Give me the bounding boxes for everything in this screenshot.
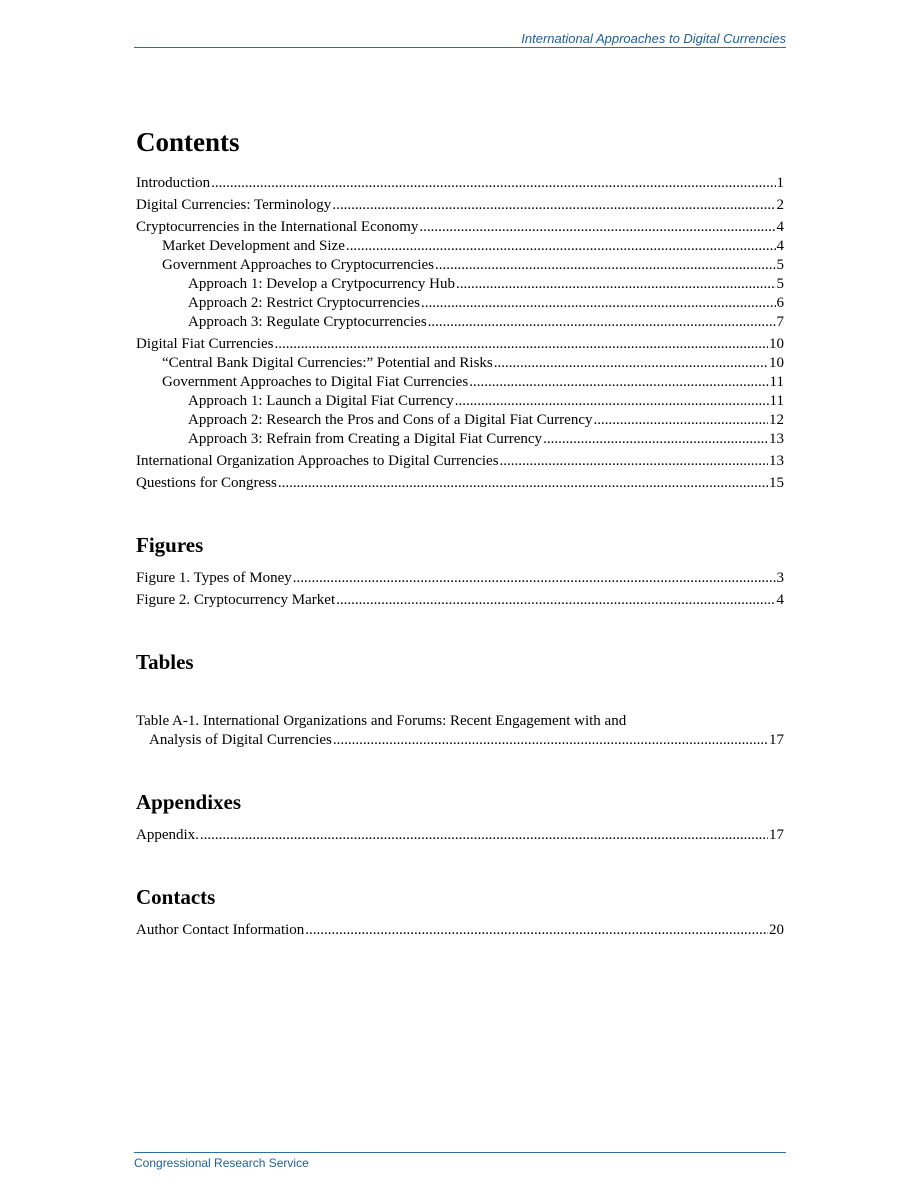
dot-leader xyxy=(346,237,776,256)
toc-entry-title: Figure 2. Cryptocurrency Market xyxy=(136,592,336,608)
toc-entry-page: 11 xyxy=(769,393,784,409)
toc-entry[interactable] xyxy=(136,474,784,493)
toc-entry-page: 3 xyxy=(776,570,784,586)
toc-entry-title: Digital Fiat Currencies xyxy=(136,336,274,352)
toc-entry-title: Digital Currencies: Terminology xyxy=(136,197,332,213)
toc-entry[interactable] xyxy=(136,373,784,392)
toc-entry[interactable] xyxy=(136,313,784,332)
toc-entry[interactable] xyxy=(136,294,784,313)
toc-entry-page: 5 xyxy=(776,257,784,273)
toc-entry-page: 17 xyxy=(769,827,784,843)
toc-entry[interactable] xyxy=(136,275,784,294)
toc-entry-page: 13 xyxy=(769,453,784,469)
dot-leader xyxy=(200,826,768,845)
toc-entry-title: Approach 3: Refrain from Creating a Digital Fiat Currency xyxy=(188,431,543,447)
dot-leader xyxy=(274,335,768,354)
toc-entry-title-line2: Analysis of Digital Currencies xyxy=(149,732,332,748)
dot-leader xyxy=(421,294,775,313)
dot-leader xyxy=(419,218,775,237)
dot-leader xyxy=(211,174,775,193)
dot-leader xyxy=(594,411,769,430)
toc-entry-page: 15 xyxy=(769,475,784,491)
dot-leader xyxy=(494,354,768,373)
toc-entry-title: Approach 1: Develop a Crytpocurrency Hub xyxy=(188,276,455,292)
toc-entry[interactable] xyxy=(136,237,784,256)
toc-entry[interactable] xyxy=(136,411,784,430)
contacts-list xyxy=(136,921,784,940)
toc-entry[interactable] xyxy=(136,174,784,193)
dot-leader xyxy=(455,392,769,411)
running-header xyxy=(134,31,786,48)
toc-entry-title: International Organization Approaches to Digital Currencies xyxy=(136,453,499,469)
toc-entry-title: Questions for Congress xyxy=(136,475,277,491)
toc-entry-page: 5 xyxy=(776,276,784,292)
toc-entry[interactable] xyxy=(136,452,784,471)
toc-entry-page: 7 xyxy=(776,314,784,330)
dot-leader xyxy=(456,275,776,294)
toc-entry-page: 10 xyxy=(769,336,784,352)
toc-entry[interactable] xyxy=(136,335,784,354)
contacts-heading: Contacts xyxy=(136,885,216,909)
dot-leader xyxy=(435,256,776,275)
toc-entry[interactable] xyxy=(136,256,784,275)
toc-entry-page: 2 xyxy=(776,197,784,213)
toc-entry-title: Appendix. xyxy=(136,827,199,843)
toc-entry[interactable] xyxy=(136,430,784,449)
dot-leader xyxy=(332,196,775,215)
contents-heading: Contents xyxy=(136,127,240,157)
toc-entry-page: 12 xyxy=(769,412,784,428)
dot-leader xyxy=(305,921,768,940)
figures-heading: Figures xyxy=(136,533,204,557)
toc-entry[interactable] xyxy=(136,354,784,373)
contents-list xyxy=(136,174,784,493)
tables-heading: Tables xyxy=(136,650,194,674)
toc-entry-page: 13 xyxy=(769,431,784,447)
toc-entry[interactable] xyxy=(136,392,784,411)
toc-entry-title-line1: Table A-1. International Organizations and Forums: Recent Engagement with and xyxy=(136,713,627,729)
toc-entry-page: 11 xyxy=(769,374,784,390)
header-title: International Approaches to Digital Currencies xyxy=(521,31,786,46)
toc-entry-page: 1 xyxy=(776,175,784,191)
toc-entry[interactable] xyxy=(136,196,784,215)
toc-entry-title: “Central Bank Digital Currencies:” Potential and Risks xyxy=(162,355,493,371)
dot-leader xyxy=(278,474,768,493)
dot-leader xyxy=(543,430,768,449)
toc-entry-title: Figure 1. Types of Money xyxy=(136,570,292,586)
appendixes-list xyxy=(136,826,784,845)
dot-leader xyxy=(469,373,768,392)
dot-leader xyxy=(293,569,776,588)
toc-entry-title: Market Development and Size xyxy=(162,238,345,254)
toc-entry[interactable] xyxy=(136,826,784,845)
dot-leader xyxy=(500,452,768,471)
appendixes-heading: Appendixes xyxy=(136,790,242,814)
toc-entry-page: 17 xyxy=(769,732,784,748)
dot-leader xyxy=(333,731,768,750)
toc-entry[interactable] xyxy=(136,569,784,588)
toc-entry-page: 6 xyxy=(776,295,784,311)
toc-entry[interactable] xyxy=(136,591,784,610)
toc-entry[interactable] xyxy=(136,921,784,940)
dot-leader xyxy=(428,313,776,332)
toc-entry-title: Government Approaches to Digital Fiat Currencies xyxy=(162,374,469,390)
toc-entry-title: Author Contact Information xyxy=(136,922,305,938)
toc-entry-title: Introduction xyxy=(136,175,211,191)
toc-entry-title: Approach 2: Restrict Cryptocurrencies xyxy=(188,295,421,311)
toc-entry-page: 20 xyxy=(769,922,784,938)
footer-source: Congressional Research Service xyxy=(134,1156,309,1170)
toc-entry-title: Approach 1: Launch a Digital Fiat Currency xyxy=(188,393,454,409)
toc-entry-page: 4 xyxy=(776,238,784,254)
toc-entry-page: 10 xyxy=(769,355,784,371)
running-footer xyxy=(134,1152,786,1170)
figures-list xyxy=(136,569,784,610)
toc-entry-page: 4 xyxy=(776,219,784,235)
toc-entry-title: Approach 3: Regulate Cryptocurrencies xyxy=(188,314,427,330)
toc-entry-title: Cryptocurrencies in the International Economy xyxy=(136,219,419,235)
toc-page xyxy=(136,124,784,940)
toc-entry[interactable] xyxy=(136,218,784,237)
dot-leader xyxy=(336,591,775,610)
toc-entry-title: Government Approaches to Cryptocurrencies xyxy=(162,257,434,273)
toc-entry-page: 4 xyxy=(776,592,784,608)
toc-entry-title: Approach 2: Research the Pros and Cons of a Digital Fiat Currency xyxy=(188,412,593,428)
toc-entry-table-a1[interactable] xyxy=(136,712,784,750)
